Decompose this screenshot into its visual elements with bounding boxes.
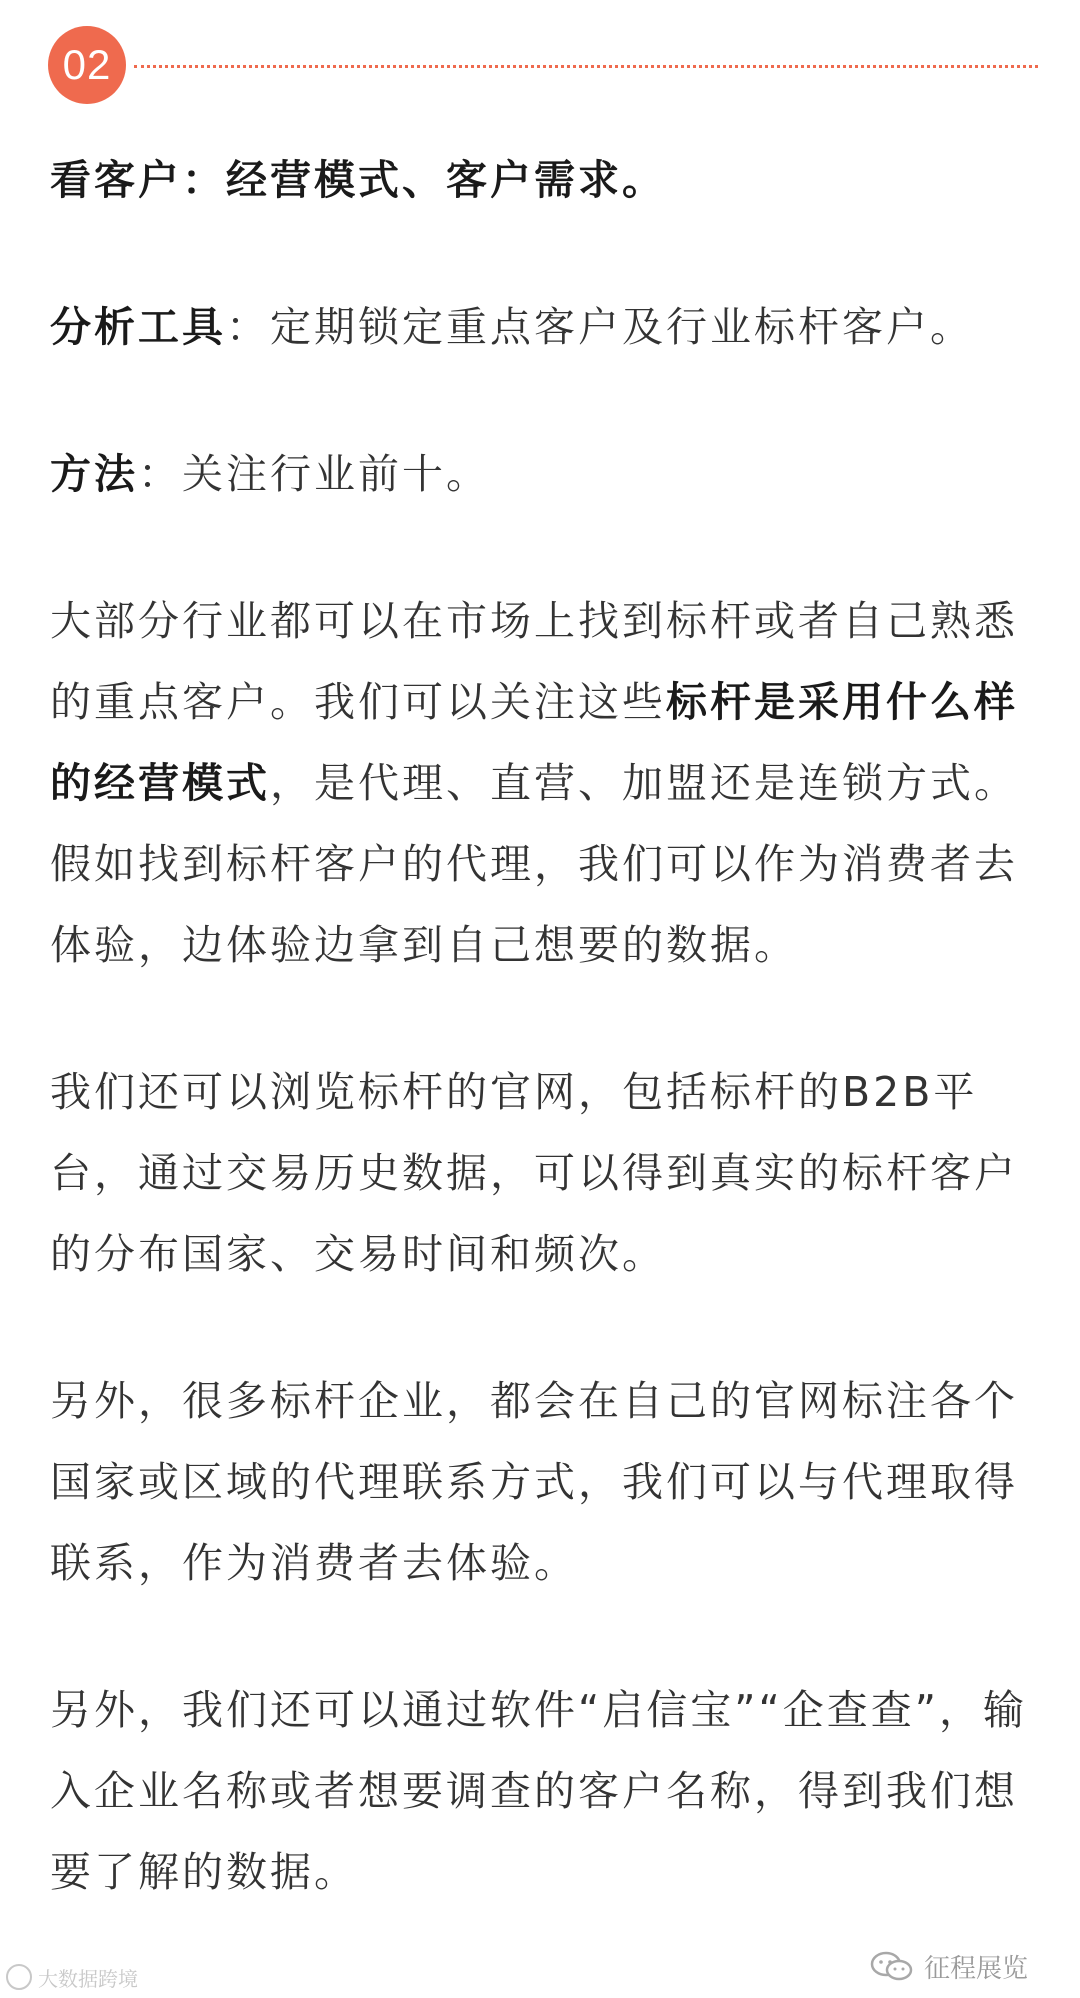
corner-watermark-text: 大数据跨境: [38, 1966, 138, 1991]
brand-watermark: [870, 1948, 1028, 1984]
circle-logo-icon: [6, 1964, 32, 1990]
paragraph: [50, 434, 1035, 515]
body-text: 大部分行业都可以在市场上找到标杆或者自己熟悉的重点客户。我们可以关注这些: [50, 597, 1018, 726]
paragraph: [50, 1052, 1035, 1295]
bold-text: 看客户：经营模式、客户需求。: [50, 156, 666, 204]
corner-watermark: [6, 1962, 138, 1992]
body-text: 另外，很多标杆企业，都会在自己的官网标注各个国家或区域的代理联系方式，我们可以与代理取得联系，作为消费者去体验。: [50, 1377, 1018, 1587]
body-text: ，是代理、直营、加盟还是连锁方式。假如找到标杆客户的代理，我们可以作为消费者去体验，边体验边拿到自己想要的数据。: [50, 759, 1018, 969]
paragraph: [50, 1361, 1035, 1604]
paragraph: [50, 1670, 1035, 1913]
dotted-divider: [134, 65, 1038, 68]
body-text: ：关注行业前十。: [138, 450, 490, 498]
bold-text: 分析工具: [50, 303, 226, 351]
body-text: 我们还可以浏览标杆的官网，包括标杆的B2B平台，通过交易历史数据，可以得到真实的标杆客户的分布国家、交易时间和频次。: [50, 1068, 1018, 1278]
bold-text: 标杆是采用什么样的经营模式: [50, 678, 1018, 807]
article-body: [50, 140, 1035, 1979]
section-number-badge: 02: [48, 26, 126, 104]
section-header: [48, 26, 1038, 106]
bold-text: 方法: [50, 450, 138, 498]
paragraph: [50, 581, 1035, 986]
wechat-icon: [870, 1951, 914, 1981]
paragraph: [50, 287, 1035, 368]
body-text: ：定期锁定重点客户及行业标杆客户。: [226, 303, 974, 351]
body-text: 另外，我们还可以通过软件“启信宝”“企查查”，输入企业名称或者想要调查的客户名称，得到我们想要了解的数据。: [50, 1686, 1027, 1896]
paragraph: [50, 140, 1035, 221]
brand-name: 征程展览: [924, 1953, 1029, 1984]
